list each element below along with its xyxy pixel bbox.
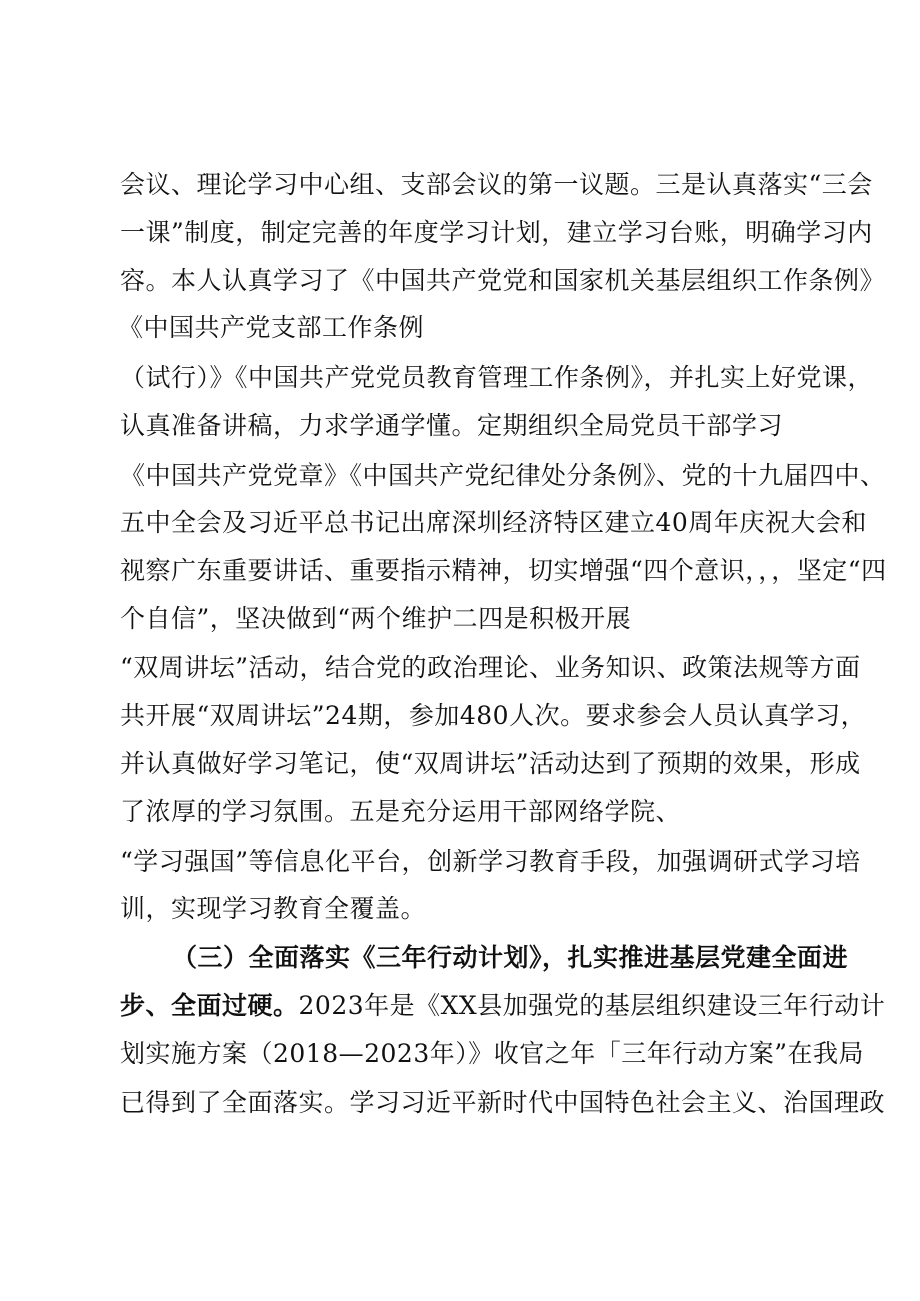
text-line-3: 容。本人认真学习了《中国共产党党和国家机关基层组织工作条例》: [120, 266, 886, 295]
text-line-12: 共开展“双周讲坛”24期，参加480人次。要求参会人员认真学习，: [120, 701, 867, 730]
section-line-2-text: 2023年是《XX县加强党的基层组织建设三年行动计: [298, 991, 886, 1020]
text-line-4: 《中国共产党支部工作条例: [118, 313, 425, 342]
text-line-14: 了浓厚的学习氛围。五是充分运用干部网络学院、: [120, 797, 682, 826]
text-line-16: 训，实现学习教育全覆盖。: [120, 894, 427, 923]
text-line-7: 《中国共产党党章》《中国共产党纪律处分条例》、党的十九届四中、: [120, 461, 886, 490]
section-line-2: [120, 991, 885, 1021]
section-line-3: 划实施方案（2018—2023年）》收官之年「三年行动方案”在我局: [120, 1039, 865, 1068]
section-line-4: 已得到了全面落实。学习习近平新时代中国特色社会主义、治国理政: [120, 1088, 886, 1117]
text-line-13: 并认真做好学习笔记，使“双周讲坛”活动达到了预期的效果，形成: [120, 749, 861, 778]
text-line-8: 五中全会及习近平总书记出席深圳经济特区建立40周年庆祝大会和: [120, 508, 867, 537]
text-line-9: 视察广东重要讲话、重要指示精神，切实增强“四个意识，，，坚定“四: [120, 556, 887, 585]
section-heading-line-1: （三）全面落实《三年行动计划》，扎实推进基层党建全面进: [172, 943, 849, 972]
text-line-11: “双周讲坛”活动，结合党的政治理论、业务知识、政策法规等方面: [120, 653, 861, 682]
text-line-2: 一课”制度，制定完善的年度学习计划，建立学习台账，明确学习内: [120, 218, 873, 247]
section-heading-tail: 步、全面过硬。: [120, 991, 299, 1020]
text-line-10: 个自信”，坚决做到“两个维护二四是积极开展: [120, 604, 632, 633]
text-line-15: “学习强国”等信息化平台，创新学习教育手段，加强调研式学习培: [120, 847, 861, 876]
text-line-1: 会议、理论学习中心组、支部会议的第一议题。三是认真落实“三会: [120, 170, 873, 199]
text-line-5: （试行）》《中国共产党党员教育管理工作条例》，并扎实上好党课，: [120, 363, 874, 392]
text-line-6: 认真准备讲稿，力求学通学懂。定期组织全局党员干部学习: [120, 411, 784, 440]
